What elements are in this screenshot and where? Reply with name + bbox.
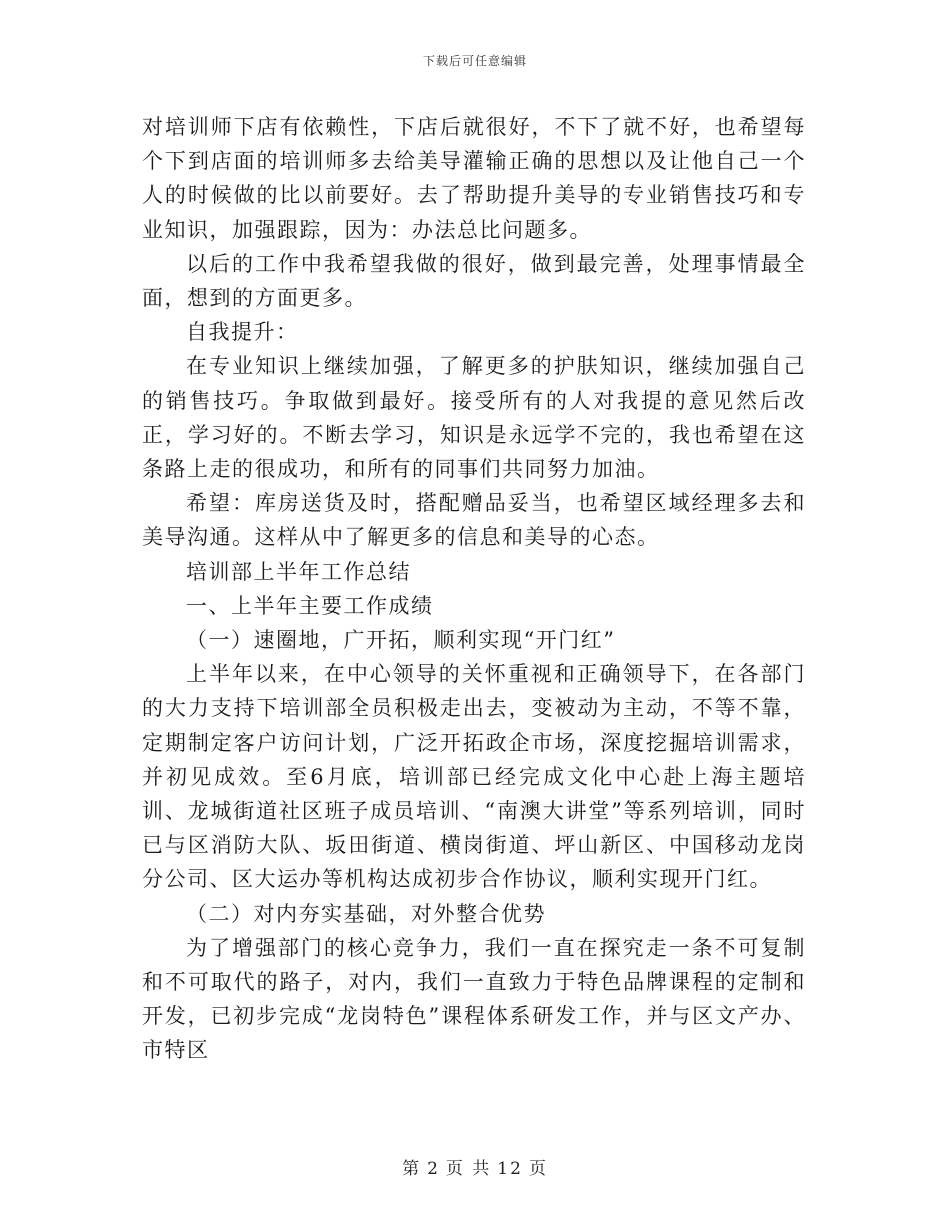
paragraph: 希望：库房送货及时，搭配赠品妥当，也希望区域经理多去和美导沟通。这样从中了解更多的信息和美导的心态。 xyxy=(142,491,806,550)
header-note: 下载后可任意编辑 xyxy=(422,54,527,68)
page-number: 2 xyxy=(427,1159,440,1179)
paragraph: 以后的工作中我希望我做的很好，做到最完善，处理事情最全面，想到的方面更多。 xyxy=(142,251,806,311)
subsection-heading: （二）对内夯实基础，对外整合优势 xyxy=(186,901,546,926)
paragraph: 自我提升： xyxy=(186,320,299,345)
page-total: 12 xyxy=(497,1159,523,1179)
page-footer xyxy=(0,1154,950,1179)
subsection-heading: （一）速圈地，广开拓，顺利实现“开门红” xyxy=(186,628,616,653)
paragraph: 对培训师下店有依赖性，下店后就很好，不下了就不好，也希望每个下到店面的培训师多去给美导灌输正确的思想以及让他自己一个人的时候做的比以前要好。去了帮助提升美导的专业销售技巧和专业知识，加强跟踪，因为：办法总比问题多。 xyxy=(142,115,806,242)
document-body xyxy=(142,110,806,1068)
page-mid: 页 共 xyxy=(445,1159,492,1179)
section-title: 培训部上半年工作总结 xyxy=(186,559,411,584)
section-heading: 一、上半年主要工作成绩 xyxy=(186,593,434,618)
page-prefix: 第 xyxy=(402,1159,422,1179)
paragraph: 在专业知识上继续加强，了解更多的护肤知识，继续加强自己的销售技巧。争取做到最好。接受所有的人对我提的意见然后改正，学习好的。不断去学习，知识是永远学不完的，我也希望在这条路上走的很成功，和所有的同事们共同努力加油。 xyxy=(142,354,806,482)
paragraph: 上半年以来，在中心领导的关怀重视和正确领导下，在各部门的大力支持下培训部全员积极走出去，变被动为主动，不等不靠，定期制定客户访问计划，广泛开拓政企市场，深度挖掘培训需求，并初见成效。至6月底，培训部已经完成文化中心赴上海主题培训、龙城街道社区班子成员培训、“南澳大讲堂”等系列培训，同时已与区消防大队、坂田街道、横岗街道、坪山新区、中国移动龙岗分公司、区大运办等机构达成初步合作协议，顺利实现开门红。 xyxy=(142,662,806,892)
page-suffix: 页 xyxy=(528,1159,548,1179)
paragraph: 为了增强部门的核心竞争力，我们一直在探究走一条不可复制和不可取代的路子，对内，我们一直致力于特色品牌课程的定制和开发，已初步完成“龙岗特色”课程体系研发工作，并与区文产办、市特区 xyxy=(142,935,806,1063)
